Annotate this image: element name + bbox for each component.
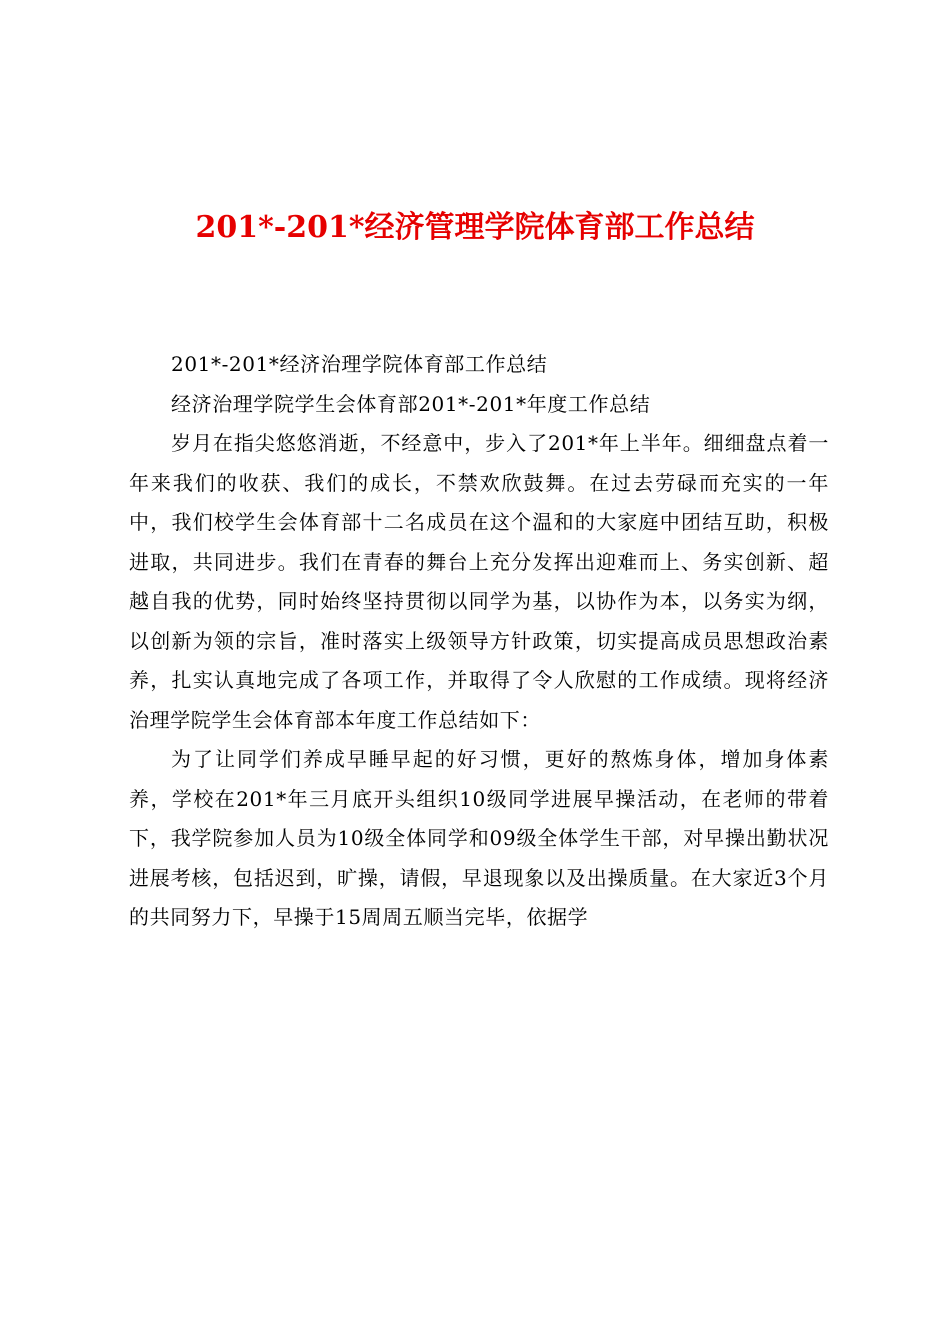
paragraph-heading: 经济治理学院学生会体育部201*-201*年度工作总结 — [171, 391, 651, 416]
document-body — [129, 345, 829, 938]
paragraph-morning-exercise: 为了让同学们养成早睡早起的好习惯，更好的熬炼身体，增加身体素养，学校在201*年三月底开头组织10级同学进展早操活动，在老师的带着下，我学院参加人员为10级全体同学和09级全体学生干部，对早操出勤状况进展考核，包括迟到，旷操，请假，早退现象以及出操质量。在大家近3个月的共同努力下，早操于15周周五顺当完毕，依据学 — [129, 747, 829, 929]
document-title: 201*-201*经济管理学院体育部工作总结 — [195, 210, 755, 245]
paragraph-subtitle: 201*-201*经济治理学院体育部工作总结 — [171, 352, 548, 376]
paragraph-intro: 岁月在指尖悠悠消逝，不经意中，步入了201*年上半年。细细盘点着一年来我们的收获、我们的成长，不禁欢欣鼓舞。在过去劳碌而充实的一年中，我们校学生会体育部十二名成员在这个温和的大家庭中团结互助，积极进取，共同进步。我们在青春的舞台上充分发挥出迎难而上、务实创新、超越自我的优势，同时始终坚持贯彻以同学为基，以协作为本，以务实为纲，以创新为领的宗旨，准时落实上级领导方针政策，切实提高成员思想政治素养，扎实认真地完成了各项工作，并取得了令人欣慰的工作成绩。现将经济治理学院学生会体育部本年度工作总结如下： — [129, 431, 829, 732]
